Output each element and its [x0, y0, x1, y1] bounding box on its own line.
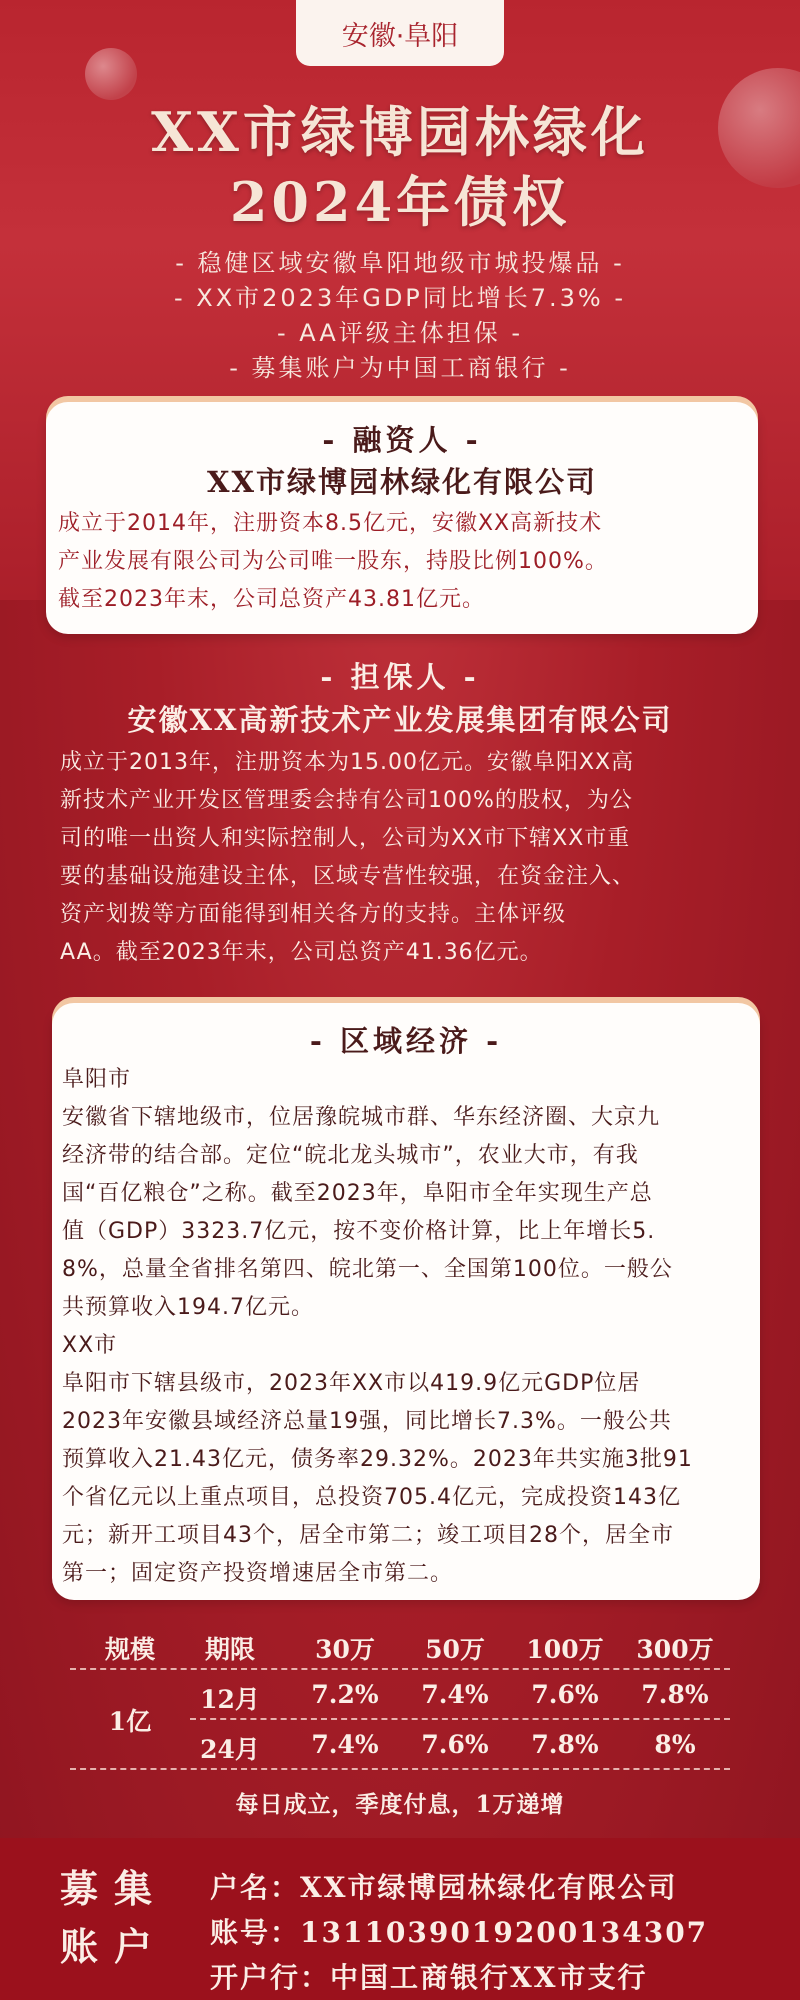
- page-title-line2: 2024年债权: [229, 170, 571, 234]
- table-cell-rate: 7.2%: [311, 1680, 379, 1709]
- account-name: 户名：XX市绿博园林绿化有限公司: [210, 1871, 678, 1904]
- account-label-line: 募集: [60, 1866, 169, 1911]
- tagline: - 稳健区域安徽阜阳地级市城投爆品 -: [175, 249, 625, 277]
- page-title-line1: XX市绿博园林绿化: [151, 100, 649, 164]
- text-line: 2023年安徽县域经济总量19强，同比增长7.3%。一般公共: [62, 1409, 672, 1434]
- tagline: - XX市2023年GDP同比增长7.3% -: [173, 284, 627, 312]
- table-cell-rate: 8%: [654, 1730, 696, 1759]
- text-line: XX市: [62, 1333, 118, 1358]
- text-line: 值（GDP）3323.7亿元，按不变价格计算，比上年增长5.: [62, 1219, 656, 1244]
- tagline: - AA评级主体担保 -: [276, 319, 524, 347]
- text-line: 共预算收入194.7亿元。: [62, 1295, 314, 1320]
- text-line: 阜阳市: [62, 1067, 132, 1092]
- region-heading: - 区域经济 -: [309, 1024, 503, 1058]
- text-line: 预算收入21.43亿元，债务率29.32%。2023年共实施3批91: [62, 1447, 693, 1472]
- table-divider: [70, 1768, 730, 1770]
- text-line: 第一；固定资产投资增速居全市第二。: [62, 1561, 454, 1586]
- tagline: - 募集账户为中国工商银行 -: [229, 354, 571, 382]
- table-header: 300万: [636, 1635, 714, 1664]
- account-number: 账号：1311039019200134307: [210, 1916, 709, 1949]
- text-line: 新技术产业开发区管理委会持有公司100%的股权，为公: [60, 788, 633, 813]
- guarantor-heading: - 担保人 -: [320, 660, 480, 694]
- table-cell-rate: 7.6%: [531, 1680, 599, 1709]
- table-header: 50万: [425, 1635, 485, 1664]
- location-badge: 安徽·阜阳: [296, 0, 504, 66]
- account-label-line: 账户: [60, 1924, 169, 1969]
- table-cell-rate: 7.8%: [531, 1730, 599, 1759]
- table-cell-rate: 7.4%: [311, 1730, 379, 1759]
- table-header: 100万: [526, 1635, 604, 1664]
- region-description: [62, 1061, 752, 1593]
- issuer-heading: - 融资人 -: [322, 423, 482, 457]
- region-card: [52, 1003, 760, 1600]
- table-cell-rate: 7.6%: [421, 1730, 489, 1759]
- table-header: 期限: [204, 1635, 255, 1664]
- text-line: 国“百亿粮仓”之称。截至2023年，阜阳市全年实现生产总: [62, 1181, 653, 1206]
- terms-note: 每日成立，季度付息，1万递增: [235, 1791, 565, 1818]
- table-header: 规模: [104, 1635, 155, 1664]
- issuer-description: [58, 505, 748, 619]
- table-cell-rate: 7.8%: [641, 1680, 709, 1709]
- issuer-name: XX市绿博园林绿化有限公司: [206, 465, 597, 499]
- table-divider: [190, 1718, 730, 1720]
- account-label: [60, 1860, 170, 1976]
- guarantor-name: 安徽XX高新技术产业发展集团有限公司: [127, 703, 673, 737]
- table-cell-term: 24月: [200, 1735, 260, 1764]
- table-cell-rate: 7.4%: [421, 1680, 489, 1709]
- text-line: 经济带的结合部。定位“皖北龙头城市”，农业大市，有我: [62, 1143, 639, 1168]
- issuer-card: [46, 402, 758, 634]
- text-line: 资产划拨等方面能得到相关各方的支持。主体评级: [60, 902, 567, 927]
- text-line: 8%，总量全省排名第四、皖北第一、全国第100位。一般公: [62, 1257, 673, 1282]
- table-cell-term: 12月: [200, 1685, 260, 1714]
- text-line: 安徽省下辖地级市，位居豫皖城市群、华东经济圈、大京九: [62, 1105, 661, 1130]
- table-header: 30万: [315, 1635, 375, 1664]
- account-footer: [0, 1838, 800, 2000]
- text-line: 个省亿元以上重点项目，总投资705.4亿元，完成投资143亿: [62, 1485, 681, 1510]
- text-line: AA。截至2023年末，公司总资产41.36亿元。: [60, 940, 543, 965]
- text-line: 要的基础设施建设主体，区域专营性较强，在资金注入、: [60, 864, 636, 889]
- text-line: 阜阳市下辖县级市，2023年XX市以419.9亿元GDP位居: [62, 1371, 641, 1396]
- text-line: 成立于2014年，注册资本8.5亿元，安徽XX高新技术: [58, 511, 603, 536]
- guarantor-description: [60, 744, 750, 972]
- text-line: 产业发展有限公司为公司唯一股东，持股比例100%。: [58, 549, 608, 574]
- account-bank: 开户行：中国工商银行XX市支行: [210, 1961, 648, 1994]
- text-line: 司的唯一出资人和实际控制人，公司为XX市下辖XX市重: [60, 826, 631, 851]
- text-line: 成立于2013年，注册资本为15.00亿元。安徽阜阳XX高: [60, 750, 635, 775]
- table-divider: [70, 1668, 730, 1670]
- text-line: 元；新开工项目43个，居全市第二；竣工项目28个，居全市: [62, 1523, 674, 1548]
- table-cell-scale: 1亿: [108, 1707, 152, 1736]
- text-line: 截至2023年末，公司总资产43.81亿元。: [58, 587, 485, 612]
